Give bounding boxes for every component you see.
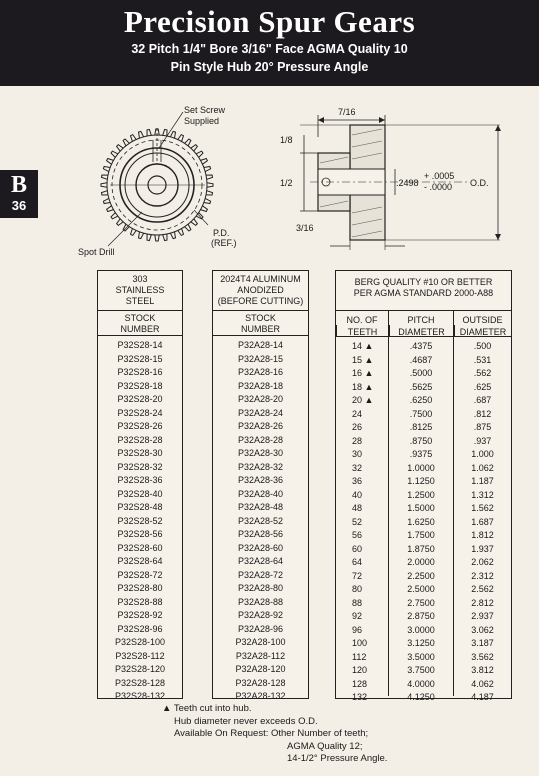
stainless-header-line1: 303 (132, 274, 148, 284)
teeth-count-cell: 28 (352, 435, 363, 446)
teeth-count-cell: 72 (352, 570, 363, 581)
stainless-header (98, 271, 182, 311)
spot-drill-label: Spot Drill (78, 247, 115, 257)
aluminum-stock-number: P32A28-18 (237, 380, 284, 391)
outside-diameter-cell: .937 (473, 435, 492, 446)
stainless-stock-number: P32S28-32 (117, 461, 163, 472)
section-tab (0, 170, 38, 218)
teeth-count-cell: 26 (352, 422, 363, 432)
outside-diameter-cell: 1.687 (471, 516, 494, 527)
outside-diameter-cell: 2.312 (471, 570, 494, 581)
spec-line-2: Pin Style Hub 20° Pressure Angle (170, 60, 369, 74)
teeth-count-cell: 14 ▲ (352, 341, 374, 351)
footnotes (162, 703, 387, 766)
pitch-diameter-cell: 2.7500 (407, 597, 435, 608)
teeth-column (336, 337, 388, 702)
stainless-stock-number: P32S28-132 (114, 691, 166, 701)
gear-tooth (155, 235, 159, 241)
aluminum-stock-number: P32A28-36 (237, 475, 284, 485)
aluminum-stock-number: P32A28-56 (237, 529, 284, 539)
page-number: 36 (11, 198, 27, 213)
aluminum-stock-number: P32A28-88 (237, 596, 284, 607)
spec-line-1: 32 Pitch 1/4" Bore 3/16" Face AGMA Quality 10 (131, 42, 408, 56)
gear-table-body (336, 337, 511, 702)
aluminum-stock-number: P32A28-80 (237, 583, 284, 593)
outside-diameter-cell: 1.312 (471, 489, 494, 500)
aluminum-stock-number: P32A28-128 (235, 677, 286, 688)
aluminum-stock-number: P32A28-24 (237, 407, 284, 418)
pitch-diameter-cell: 3.1250 (407, 638, 435, 648)
pitch-diameter-cell: 3.5000 (407, 651, 435, 662)
aluminum-stock-number: P32A28-20 (237, 394, 284, 404)
outside-diameter-cell: .531 (473, 354, 492, 365)
od-column (453, 337, 511, 702)
stainless-stock-number: P32S28-64 (117, 556, 163, 566)
outside-diameter-cell: 1.937 (471, 543, 494, 554)
outside-diameter-cell: .875 (473, 422, 492, 432)
teeth-count-cell: 112 (352, 651, 367, 662)
aluminum-header-line3: (BEFORE CUTTING) (217, 296, 304, 306)
gear-table-header (336, 271, 511, 311)
pitch-diameter-cell: 2.5000 (407, 584, 435, 594)
stainless-stock-number: P32S28-80 (117, 583, 163, 593)
supplied-label: Supplied (184, 116, 220, 126)
outside-diameter-cell: 2.562 (471, 584, 494, 594)
stainless-stock-number: P32S28-56 (117, 529, 163, 539)
pitch-diameter-cell: 1.5000 (407, 503, 435, 513)
aluminum-stock-number: P32A28-72 (237, 569, 284, 580)
stainless-stock-number: P32S28-120 (114, 664, 166, 674)
stainless-stock-number: P32S28-20 (117, 394, 163, 404)
outside-diameter-cell: 2.062 (471, 557, 494, 567)
teeth-count-cell: 92 (352, 611, 363, 621)
gear-tooth (185, 224, 191, 231)
teeth-count-cell: 88 (352, 597, 363, 608)
header-banner (0, 0, 539, 86)
pitch-col-header-line2: DIAMETER (389, 325, 453, 337)
gear-tooth (191, 219, 198, 226)
stainless-col-header-line1: STOCK (124, 313, 156, 323)
page-title: Precision Spur Gears (123, 4, 416, 39)
footnote-hub: Hub diameter never exceeds O.D. (174, 715, 318, 727)
aluminum-header (213, 271, 308, 311)
bore-dimension: .2498 (396, 178, 419, 188)
pitch-diameter-cell: .5000 (409, 368, 433, 378)
aluminum-stock-number: P32A28-40 (237, 488, 284, 499)
stainless-stock-number: P32S28-18 (117, 380, 163, 391)
stainless-stock-number: P32S28-128 (114, 677, 166, 688)
teeth-col-header-line1: NO. OF (346, 315, 378, 325)
aluminum-stock-number: P32A28-112 (235, 650, 286, 661)
pitch-diameter-cell: .5625 (409, 381, 433, 392)
teeth-count-cell: 16 ▲ (352, 368, 374, 378)
outside-diameter-cell: 1.562 (471, 503, 494, 513)
teeth-count-cell: 64 (352, 557, 363, 567)
pitch-diameter-cell: 4.1250 (407, 692, 435, 702)
teeth-col-header (336, 311, 388, 336)
aluminum-header-line2: ANODIZED (237, 285, 284, 295)
outside-diameter-cell: .812 (473, 408, 492, 419)
stainless-header-line2: STAINLESS (115, 285, 165, 295)
aluminum-stock-number: P32A28-15 (237, 353, 284, 364)
teeth-count-cell: 120 (352, 665, 368, 675)
stainless-header-line3: STEEL (125, 296, 155, 306)
stainless-stock-number: P32S28-28 (117, 434, 163, 445)
teeth-count-cell: 132 (352, 692, 368, 702)
aluminum-rows (213, 336, 308, 704)
pitch-column (388, 337, 453, 702)
aluminum-stock-number: P32A28-120 (235, 664, 286, 674)
stainless-col-header-line2: NUMBER (120, 324, 160, 334)
aluminum-stock-number: P32A28-28 (237, 434, 284, 445)
outside-diameter-cell: .625 (473, 381, 492, 392)
aluminum-stock-number: P32A28-26 (237, 421, 284, 431)
pitch-diameter-cell: 1.0000 (407, 462, 435, 473)
aluminum-col-header-line2: NUMBER (240, 324, 280, 334)
bore-tol-minus: - .0000 (424, 182, 453, 192)
pitch-diameter-cell: .6250 (409, 395, 433, 405)
pd-label: P.D. (213, 228, 230, 238)
dim-face: 3/16 (296, 223, 314, 233)
outside-diameter-cell: 3.187 (471, 638, 494, 648)
stainless-stock-number: P32S28-48 (117, 502, 163, 512)
pitch-diameter-cell: 1.2500 (407, 489, 435, 500)
gear-table-col-headers (336, 311, 511, 337)
pitch-diameter-cell: .9375 (409, 449, 433, 459)
stainless-steel-table (97, 270, 183, 699)
aluminum-col-header-line1: STOCK (245, 313, 276, 323)
pitch-diameter-cell: 2.0000 (407, 557, 435, 567)
od-col-header (453, 311, 511, 336)
aluminum-stock-number: P32A28-132 (235, 691, 286, 701)
aluminum-stock-number: P32A28-60 (237, 542, 284, 553)
teeth-count-cell: 40 (352, 489, 363, 500)
outside-diameter-cell: .500 (473, 341, 492, 351)
gear-table-header-line2: PER AGMA STANDARD 2000-A88 (353, 288, 494, 298)
od-col-header-line2: DIAMETER (454, 325, 511, 337)
stainless-stock-number: P32S28-36 (117, 475, 163, 485)
stainless-rows (98, 336, 182, 704)
stainless-stock-number: P32S28-60 (117, 542, 163, 553)
gear-table-header-line1: BERG QUALITY #10 OR BETTER (354, 277, 493, 287)
dim-width: 7/16 (338, 107, 356, 117)
outside-diameter-cell: 1.187 (471, 476, 494, 486)
stainless-stock-number: P32S28-72 (117, 569, 163, 580)
stainless-stock-number: P32S28-92 (117, 610, 163, 620)
pitch-diameter-cell: .7500 (409, 408, 433, 419)
outside-diameter-cell: 1.062 (471, 462, 494, 473)
outside-diameter-cell: 4.062 (471, 678, 494, 689)
stainless-stock-number: P32S28-15 (117, 353, 163, 364)
stainless-stock-number: P32S28-100 (114, 637, 166, 647)
outside-diameter-cell: 1.000 (471, 449, 494, 459)
gear-tooth (196, 151, 203, 157)
pitch-diameter-cell: 3.7500 (407, 665, 435, 675)
pitch-diameter-cell: 2.2500 (407, 570, 435, 581)
teeth-count-cell: 20 ▲ (352, 395, 374, 405)
teeth-count-cell: 100 (352, 638, 368, 648)
gear-tooth (101, 183, 107, 187)
gear-tooth (117, 145, 124, 152)
section-letter: B (10, 172, 27, 198)
stainless-stock-number: P32S28-30 (117, 448, 163, 458)
aluminum-stock-number: P32A28-100 (235, 637, 286, 647)
dim-hub-top: 1/8 (280, 135, 293, 145)
od-col-header-line1: OUTSIDE (462, 315, 503, 325)
aluminum-col-header (213, 311, 308, 336)
stainless-stock-number: P32S28-40 (117, 488, 163, 499)
aluminum-stock-number: P32A28-30 (237, 448, 284, 458)
stainless-stock-number: P32S28-112 (115, 650, 165, 661)
outside-diameter-cell: .562 (473, 368, 492, 378)
pitch-diameter-cell: 1.8750 (407, 543, 435, 554)
outside-diameter-cell: .687 (473, 395, 492, 405)
teeth-count-cell: 56 (352, 530, 363, 540)
footnote-request: Available On Request: Other Number of teeth; (174, 728, 369, 739)
gear-tooth (207, 183, 213, 187)
aluminum-stock-number: P32A28-32 (237, 461, 284, 472)
aluminum-stock-number: P32A28-52 (237, 515, 284, 526)
ref-label: (REF.) (211, 238, 237, 248)
outside-diameter-cell: 4.187 (471, 692, 494, 702)
pitch-diameter-cell: 1.7500 (407, 530, 435, 540)
gear-size-table (335, 270, 512, 702)
footnote-angle: 14-1/2° Pressure Angle. (287, 753, 388, 764)
stainless-stock-number: P32S28-14 (117, 340, 163, 350)
outside-diameter-cell: 3.562 (471, 651, 494, 662)
pitch-diameter-cell: 4.0000 (407, 678, 435, 689)
pitch-diameter-cell: 1.6250 (407, 516, 435, 527)
gear-tooth (191, 145, 198, 152)
outside-diameter-cell: 1.812 (471, 530, 494, 540)
teeth-col-header-line2: TEETH (336, 325, 388, 337)
teeth-count-cell: 60 (352, 543, 363, 554)
aluminum-stock-number: P32A28-48 (237, 502, 284, 512)
outside-diameter-cell: 2.812 (471, 597, 494, 608)
pitch-diameter-cell: .8125 (409, 422, 433, 432)
gear-tooth (111, 151, 118, 157)
teeth-count-cell: 128 (352, 678, 368, 689)
gear-tooth (123, 139, 129, 146)
pitch-diameter-cell: .4375 (409, 341, 433, 351)
stainless-stock-number: P32S28-88 (117, 596, 163, 607)
teeth-count-cell: 32 (352, 462, 363, 473)
pitch-col-header (388, 311, 453, 336)
aluminum-stock-number: P32A28-96 (237, 623, 284, 634)
pitch-diameter-cell: 1.1250 (407, 476, 435, 486)
aluminum-table (212, 270, 309, 699)
outside-diameter-cell: 3.062 (471, 624, 494, 635)
pitch-diameter-cell: 2.8750 (407, 611, 435, 621)
teeth-count-cell: 80 (352, 584, 363, 594)
teeth-count-cell: 30 (352, 449, 363, 459)
teeth-count-cell: 48 (352, 503, 363, 513)
pitch-diameter-cell: .4687 (409, 354, 433, 365)
gear-tooth (117, 219, 124, 226)
teeth-count-cell: 15 ▲ (352, 354, 374, 365)
aluminum-stock-number: P32A28-64 (237, 556, 284, 566)
dim-hub-dia: 1/2 (280, 178, 293, 188)
teeth-count-cell: 18 ▲ (352, 381, 374, 392)
stainless-col-header (98, 311, 182, 336)
stainless-stock-number: P32S28-52 (117, 515, 163, 526)
outside-diameter-cell: 3.812 (471, 665, 494, 675)
teeth-count-cell: 52 (352, 516, 363, 527)
outside-diameter-cell: 2.937 (471, 611, 494, 621)
teeth-count-cell: 96 (352, 624, 363, 635)
gear-tooth (111, 213, 118, 219)
pitch-diameter-cell: 3.0000 (407, 624, 435, 635)
stainless-stock-number: P32S28-96 (117, 623, 163, 634)
stainless-stock-number: P32S28-24 (117, 407, 163, 418)
aluminum-stock-number: P32A28-16 (237, 367, 284, 377)
pitch-diameter-cell: .8750 (409, 435, 433, 446)
set-screw-label: Set Screw (184, 105, 226, 115)
aluminum-stock-number: P32A28-14 (237, 340, 284, 350)
stainless-stock-number: P32S28-16 (117, 367, 163, 377)
stainless-stock-number: P32S28-26 (117, 421, 163, 431)
pitch-col-header-line1: PITCH (407, 315, 435, 325)
teeth-count-cell: 36 (352, 476, 363, 486)
footnote-agma: AGMA Quality 12; (287, 740, 363, 752)
aluminum-stock-number: P32A28-92 (237, 610, 284, 620)
gear-tooth (185, 139, 191, 146)
footnote-teeth: ▲ Teeth cut into hub. (162, 703, 252, 714)
bore-tol-plus: + .0005 (424, 171, 455, 181)
od-label: O.D. (470, 178, 489, 188)
aluminum-header-line1: 2024T4 ALUMINUM (220, 274, 301, 284)
teeth-count-cell: 24 (352, 408, 363, 419)
